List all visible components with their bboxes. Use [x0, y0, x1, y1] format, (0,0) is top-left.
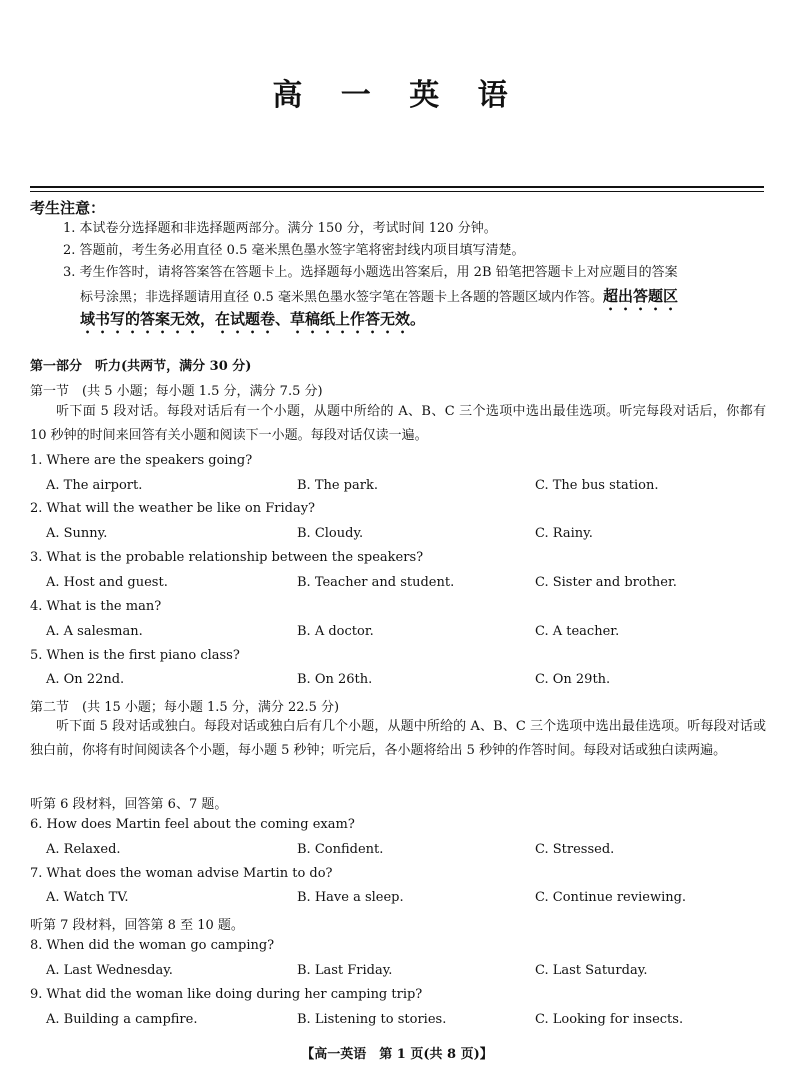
notice-item-3-text: 标号涂黑；非选择题请用直径 0.5 毫米黑色墨水签字笔在答题卡上各题的答题区域内作答。 [80, 290, 603, 305]
section2-heading: 第二节 (共 15 小题；每小题 1.5 分，满分 22.5 分) [30, 700, 340, 715]
option-5a: A. On 22nd. [46, 672, 125, 687]
notice-heading: 考生注意： [30, 199, 106, 217]
option-3c: C. Sister and brother. [535, 575, 677, 590]
notice-item-3-cont2 [80, 308, 765, 337]
option-9c: C. Looking for insects. [535, 1012, 684, 1027]
question-5: 5. When is the first piano class? [30, 648, 240, 663]
material-7-note: 听第 7 段材料，回答第 8 至 10 题。 [30, 918, 244, 933]
notice-item-1: 1. 本试卷分选择题和非选择题两部分。满分 150 分，考试时间 120 分钟。 [63, 221, 497, 236]
section2-instructions: 听下面 5 段对话或独白。每段对话或独白后有几个小题，从题中所给的 A、B、C 三个选项中选出最佳选项。听每段对话或独白前，你将有时间阅读各个小题，每小题 5 秒钟；听完后，各小题将给出 5 秒钟的作答时间。每段对话或独白读两遍。 [30, 719, 766, 758]
option-2c: C. Rainy. [535, 526, 593, 541]
question-9: 9. What did the woman like doing during her camping trip? [30, 987, 423, 1002]
option-9a: A. Building a campfire. [46, 1012, 198, 1027]
question-3: 3. What is the probable relationship between the speakers? [30, 550, 424, 565]
section1-instructions: 听下面 5 段对话。每段对话后有一个小题，从题中所给的 A、B、C 三个选项中选出最佳选项。听完每段对话后，你都有 10 秒钟的时间来回答有关小题和阅读下一小题。每段对话仅读一遍。 [30, 404, 766, 443]
option-3a: A. Host and guest. [46, 575, 168, 590]
option-6c: C. Stressed. [535, 842, 615, 857]
notice-emphasis-a: 超出答题区 [602, 287, 678, 305]
option-9b: B. Listening to stories. [297, 1012, 447, 1027]
question-8: 8. When did the woman go camping? [30, 938, 275, 953]
section1-heading: 第一节 (共 5 小题；每小题 1.5 分，满分 7.5 分) [30, 384, 323, 399]
option-5b: B. On 26th. [297, 672, 373, 687]
part1-heading: 第一部分 听力(共两节，满分 30 分) [30, 359, 252, 374]
material-6-note: 听第 6 段材料，回答第 6、7 题。 [30, 797, 228, 812]
header-divider-thin [30, 191, 764, 192]
option-4b: B. A doctor. [297, 624, 374, 639]
option-8a: A. Last Wednesday. [46, 963, 173, 978]
option-6b: B. Confident. [297, 842, 384, 857]
option-8b: B. Last Friday. [297, 963, 393, 978]
option-1c: C. The bus station. [535, 478, 659, 493]
option-8c: C. Last Saturday. [535, 963, 648, 978]
option-1b: B. The park. [297, 478, 378, 493]
header-divider [30, 186, 764, 188]
option-6a: A. Relaxed. [46, 842, 121, 857]
option-3b: B. Teacher and student. [297, 575, 455, 590]
option-2a: A. Sunny. [46, 526, 108, 541]
option-1a: A. The airport. [46, 478, 143, 493]
question-4: 4. What is the man? [30, 599, 162, 614]
option-7b: B. Have a sleep. [297, 890, 404, 905]
notice-emphasis-b: 域书写的答案无效，在试题卷、草稿纸上作答无效。 [80, 310, 426, 328]
notice-item-3: 3. 考生作答时，请将答案答在答题卡上。选择题每小题选出答案后，用 2B 铅笔把答题卡上对应题目的答案 [63, 265, 678, 280]
option-4c: C. A teacher. [535, 624, 620, 639]
notice-item-2: 2. 答题前，考生务必用直径 0.5 毫米黑色墨水签字笔将密封线内项目填写清楚。 [63, 243, 525, 258]
page-footer: 【高一英语 第 1 页(共 8 页)】 [301, 1047, 493, 1062]
page-title: 高 一 英 语 [272, 78, 522, 113]
option-5c: C. On 29th. [535, 672, 611, 687]
option-4a: A. A salesman. [46, 624, 143, 639]
question-6: 6. How does Martin feel about the coming exam? [30, 817, 355, 832]
option-2b: B. Cloudy. [297, 526, 364, 541]
question-1: 1. Where are the speakers going? [30, 453, 253, 468]
question-7: 7. What does the woman advise Martin to do? [30, 866, 333, 881]
option-7c: C. Continue reviewing. [535, 890, 687, 905]
option-7a: A. Watch TV. [46, 890, 129, 905]
question-2: 2. What will the weather be like on Friday? [30, 501, 316, 516]
